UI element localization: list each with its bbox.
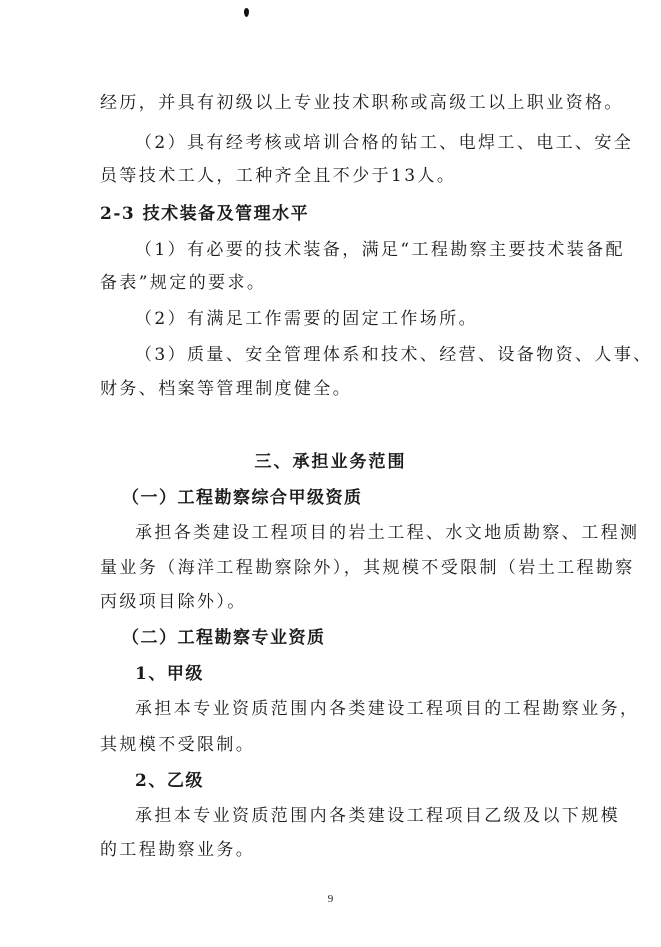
text-line: （1）有必要的技术装备，满足“工程勘察主要技术装备配 [135, 240, 625, 260]
grade-title: 1、甲级 [135, 664, 204, 684]
text-line: 备表”规定的要求。 [100, 273, 267, 293]
text-line: 经历，并具有初级以上专业技术职称或高级工以上职业资格。 [100, 93, 624, 113]
text-line: （2）有满足工作需要的固定工作场所。 [135, 309, 479, 329]
text-line: 量业务（海洋工程勘察除外），其规模不受限制（岩土工程勘察 [100, 558, 635, 578]
text-line: 承担各类建设工程项目的岩土工程、水文地质勘察、工程测 [135, 523, 640, 543]
text-line: （3）质量、安全管理体系和技术、经营、设备物资、人事、 [135, 345, 653, 365]
grade-title: 2、乙级 [135, 771, 204, 791]
text-line: 丙级项目除外）。 [100, 592, 247, 612]
page-number: 9 [327, 893, 334, 905]
ink-mark [244, 8, 249, 17]
text-line: 的工程勘察业务。 [100, 840, 256, 860]
text-line: 其规模不受限制。 [100, 735, 256, 755]
text-line: 员等技术工人，工种齐全且不少于13人。 [100, 166, 457, 186]
text-line: 财务、档案等管理制度健全。 [100, 379, 353, 399]
text-line: 承担本专业资质范围内各类建设工程项目的工程勘察业务， [135, 699, 640, 719]
subheading: 2-3 技术装备及管理水平 [100, 204, 310, 224]
section-title: 三、承担业务范围 [254, 452, 407, 472]
subsection-title: （一）工程勘察综合甲级资质 [122, 488, 363, 508]
subsection-title: （二）工程勘察专业资质 [122, 628, 326, 648]
text-line: （2）具有经考核或培训合格的钻工、电焊工、电工、安全 [135, 133, 634, 153]
text-line: 承担本专业资质范围内各类建设工程项目乙级及以下规模 [135, 806, 620, 826]
